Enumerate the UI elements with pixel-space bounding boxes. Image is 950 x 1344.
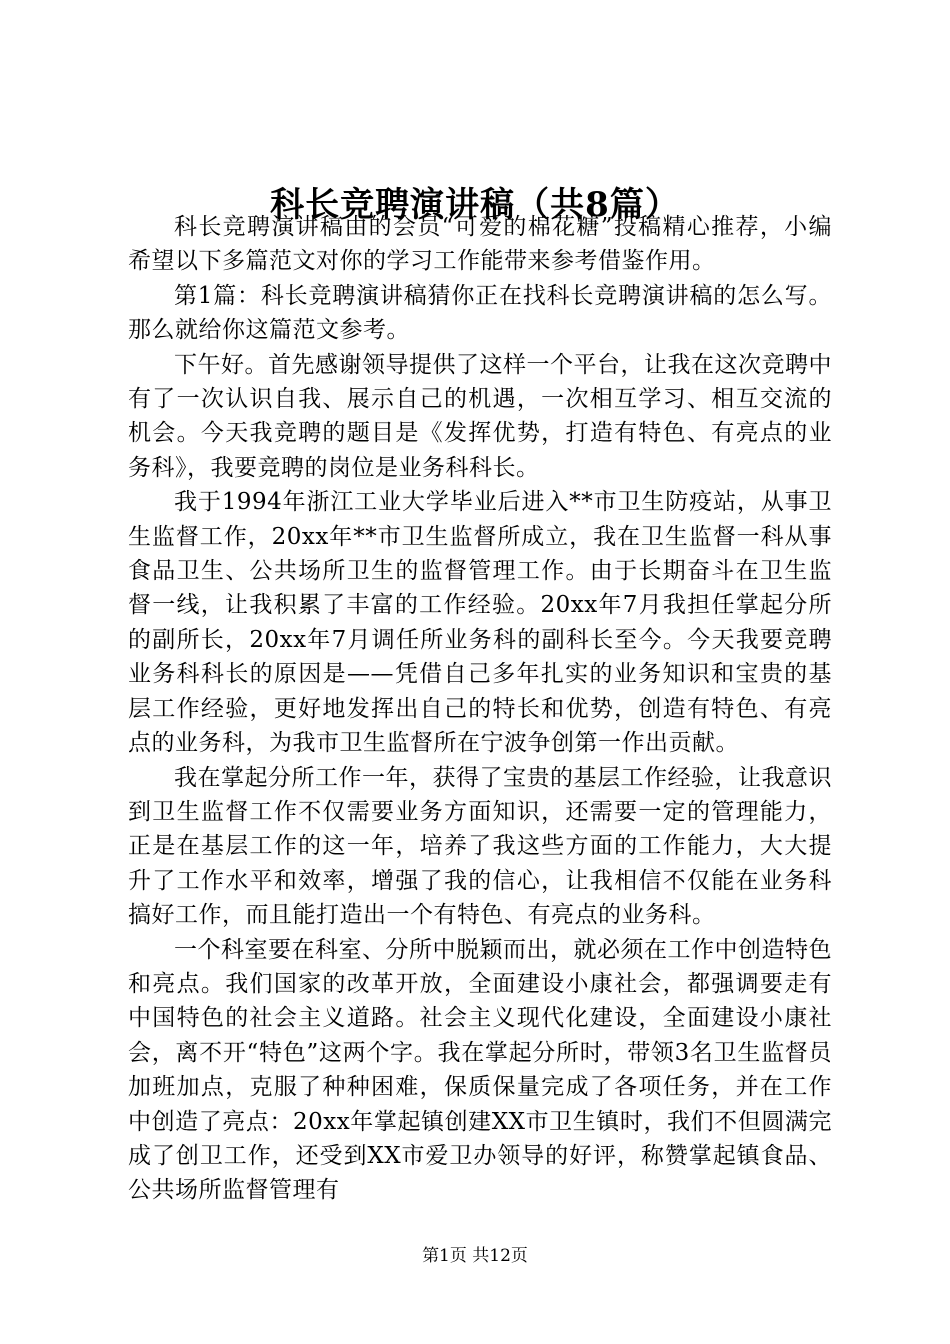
page-number-footer: 第1页 共12页 — [422, 1246, 528, 1266]
paragraph-intro: 科长竞聘演讲稿由的会员“可爱的棉花糖”投稿精心推荐，小编希望以下多篇范文对你的学习工作能带来参考借鉴作用。 — [128, 214, 832, 275]
document-body — [128, 210, 832, 1208]
document-title: 科长竞聘演讲稿（共8篇） — [270, 184, 680, 225]
paragraph-background: 我于1994年浙江工业大学毕业后进入**市卫生防疫站，从事卫生监督工作，20xx年**市卫生监督所成立，我在卫生监督一科从事食品卫生、公共场所卫生的监督管理工作。由于长期奋斗在卫生监督一线，让我积累了丰富的工作经验。20xx年7月我担任掌起分所的副所长，20xx年7月调任所业务科的副科长至今。今天我要竞聘业务科科长的原因是——凭借自己多年扎实的业务知识和宝贵的基层工作经验，更好地发挥出自己的特长和优势，创造有特色、有亮点的业务科，为我市卫生监督所在宁波争创第一作出贡献。 — [128, 489, 832, 757]
paragraph-features: 一个科室要在科室、分所中脱颖而出，就必须在工作中创造特色和亮点。我们国家的改革开放，全面建设小康社会，都强调要走有中国特色的社会主义道路。社会主义现代化建设，全面建设小康社会，离不开“特色”这两个字。我在掌起分所时，带领3名卫生监督员加班加点，克服了种种困难，保质保量完成了各项任务，并在工作中创造了亮点：20xx年掌起镇创建XX市卫生镇时，我们不但圆满完成了创卫工作，还受到XX市爱卫办领导的好评，称赞掌起镇食品、公共场所监督管理有 — [128, 936, 832, 1204]
paragraph-part-1-heading: 第1篇：科长竞聘演讲稿猜你正在找科长竞聘演讲稿的怎么写。那么就给你这篇范文参考。 — [128, 282, 832, 344]
paragraph-experience: 我在掌起分所工作一年，获得了宝贵的基层工作经验，让我意识到卫生监督工作不仅需要业务方面知识，还需要一定的管理能力，正是在基层工作的这一年，培养了我这些方面的工作能力，大大提升了工作水平和效率，增强了我的信心，让我相信不仅能在业务科搞好工作，而且能打造出一个有特色、有亮点的业务科。 — [128, 764, 832, 929]
paragraph-greeting: 下午好。首先感谢领导提供了这样一个平台，让我在这次竞聘中有了一次认识自我、展示自己的机遇，一次相互学习、相互交流的机会。今天我竞聘的题目是《发挥优势，打造有特色、有亮点的业务科》，我要竞聘的岗位是业务科科长。 — [128, 351, 832, 481]
